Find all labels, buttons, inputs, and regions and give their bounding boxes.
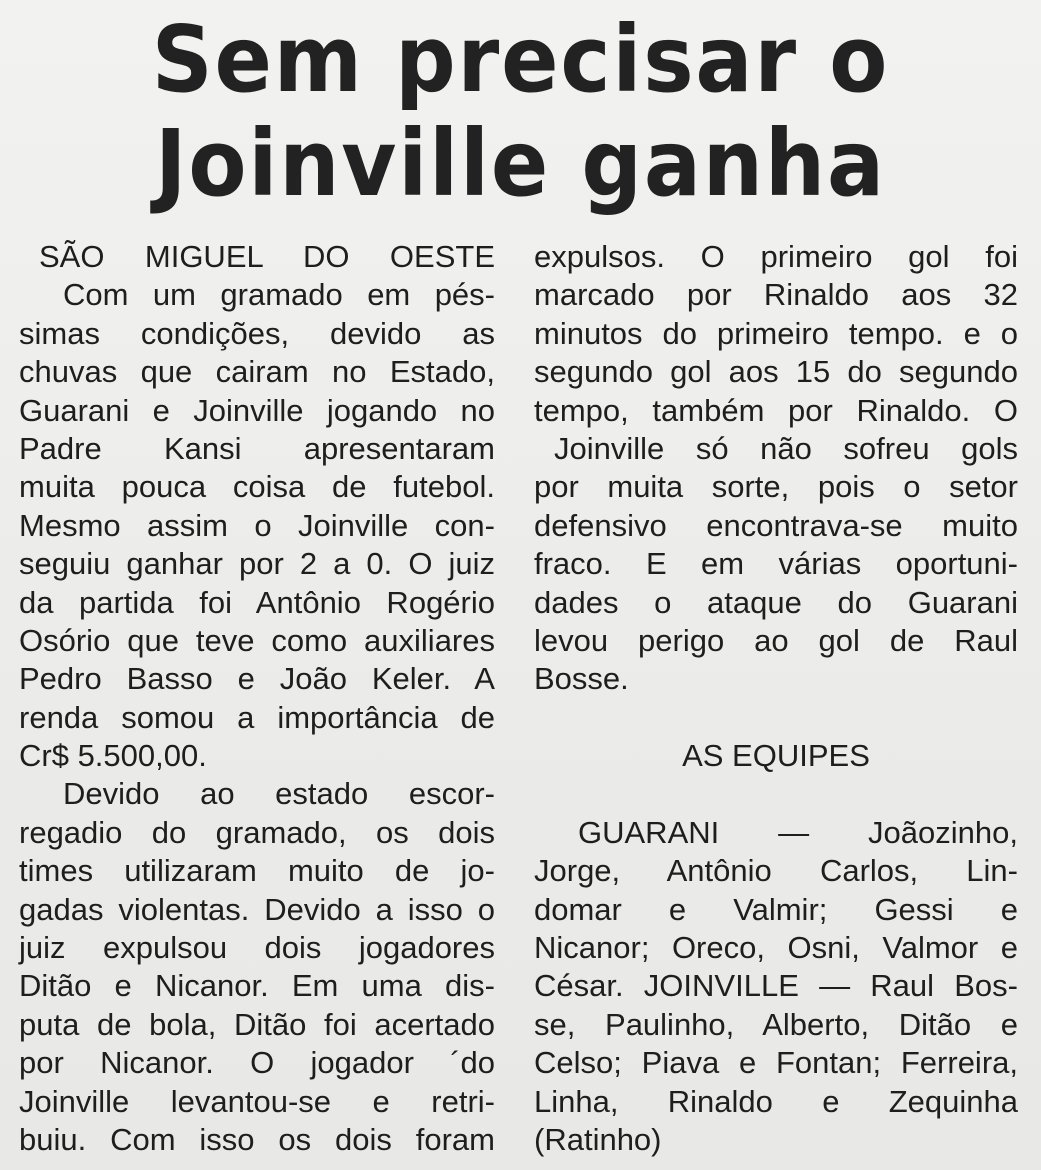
article-line: chuvas que cairam no Estado, xyxy=(19,354,495,390)
article-line xyxy=(534,699,1018,737)
article-line: puta de bola, Ditão foi acertado xyxy=(19,1006,495,1042)
article-line: se, Paulinho, Alberto, Ditão e xyxy=(534,1006,1018,1042)
article-line: Joinville levantou-se e retri- xyxy=(19,1083,495,1119)
article-line: Linha, Rinaldo e Zequinha xyxy=(534,1083,1018,1119)
article-line: Ditão e Nicanor. Em uma dis- xyxy=(19,968,495,1004)
article-line: tempo, também por Rinaldo. O xyxy=(534,392,1018,428)
article-line: segundo gol aos 15 do segundo xyxy=(534,354,1018,390)
article-line: Celso; Piava e Fontan; Ferreira, xyxy=(534,1045,1018,1081)
headline-line-1: Sem precisar o xyxy=(151,6,890,113)
article-line: defensivo encontrava-se muito xyxy=(534,507,1018,543)
article-line: Joinville só não sofreu gols xyxy=(554,430,1018,466)
article-line: times utilizaram muito de jo- xyxy=(19,853,495,889)
article-line: simas condições, devido as xyxy=(19,315,495,351)
article-line: renda somou a importância de xyxy=(19,699,495,735)
article-line: SÃO MIGUEL DO OESTE xyxy=(39,239,495,274)
article-line: domar e Valmir; Gessi e xyxy=(534,891,1018,927)
article-line: gadas violentas. Devido a isso o xyxy=(19,891,495,927)
article-line: Guarani e Joinville jogando no xyxy=(19,392,495,428)
article-line: expulsos. O primeiro gol foi xyxy=(534,239,1018,274)
article-line: César. JOINVILLE — Raul Bos- xyxy=(534,968,1018,1004)
article-line: Padre Kansi apresentaram xyxy=(19,430,495,466)
article-line: Cr$ 5.500,00. xyxy=(19,738,207,774)
article-line: da partida foi Antônio Rogério xyxy=(19,584,495,620)
article-line: Bosse. xyxy=(534,661,629,697)
article-line: buiu. Com isso os dois foram xyxy=(19,1121,495,1157)
headline-line-2: Joinville ganha xyxy=(155,110,886,217)
article-line xyxy=(534,775,1018,813)
article-line: Mesmo assim o Joinville con- xyxy=(19,507,495,543)
article-line: por Nicanor. O jogador ´do xyxy=(19,1045,495,1081)
article-line: Jorge, Antônio Carlos, Lin- xyxy=(534,853,1018,889)
article-line: Devido ao estado escor- xyxy=(63,776,495,812)
article-column-left xyxy=(19,238,495,1159)
article-line: marcado por Rinaldo aos 32 xyxy=(534,277,1018,313)
article-line: Osório que teve como auxiliares xyxy=(19,622,495,658)
article-line: juiz expulsou dois jogadores xyxy=(19,930,495,966)
article-line: regadio do gramado, os dois xyxy=(19,814,495,850)
article-line: GUARANI — Joãozinho, xyxy=(578,814,1018,850)
article-line: minutos do primeiro tempo. e o xyxy=(534,315,1018,351)
article-line: Pedro Basso e João Keler. A xyxy=(19,661,495,697)
article-line: (Ratinho) xyxy=(534,1121,662,1157)
article-line: Nicanor; Oreco, Osni, Valmor e xyxy=(534,930,1018,966)
headline xyxy=(42,8,1000,216)
article-line: Com um gramado em pés- xyxy=(63,277,495,313)
article-line: muita pouca coisa de futebol. xyxy=(19,469,495,505)
article-line: dades o ataque do Guarani xyxy=(534,584,1018,620)
article-line: levou perigo ao gol de Raul xyxy=(534,622,1018,658)
article-line: seguiu ganhar por 2 a 0. O juiz xyxy=(19,546,495,582)
section-heading: AS EQUIPES xyxy=(682,738,870,774)
article-line: fraco. E em várias oportuni- xyxy=(534,546,1018,582)
article-line: por muita sorte, pois o setor xyxy=(534,469,1018,505)
article-column-right xyxy=(534,238,1018,1159)
